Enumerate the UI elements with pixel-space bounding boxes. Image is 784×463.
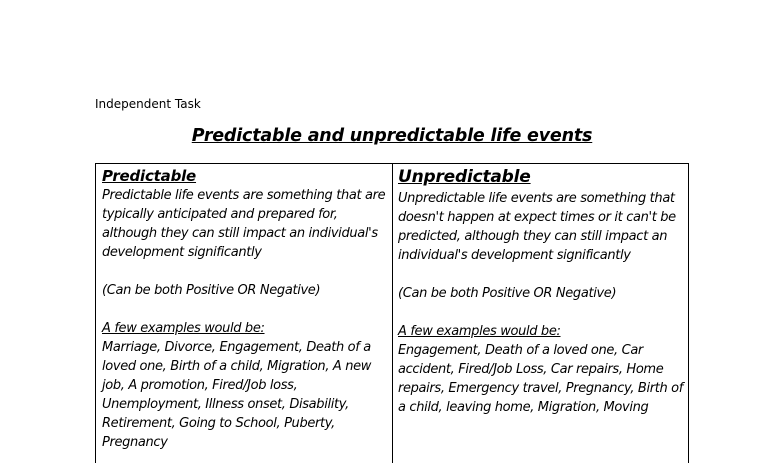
unpredictable-note: (Can be both Positive OR Negative) (398, 286, 617, 301)
header-label: Independent Task (95, 97, 201, 111)
unpredictable-examples-label: A few examples would be: (398, 324, 561, 339)
document-title: Predictable and unpredictable life events (191, 126, 593, 146)
unpredictable-heading: Unpredictable (398, 167, 531, 187)
predictable-examples-label: A few examples would be: (102, 321, 265, 336)
predictable-examples: Marriage, Divorce, Engagement, Death of a loved one, Birth of a child, Migration, A new job, A promotion, Fired/Job loss, Unemployment, Illness onset, Disability, Retirement, Going to School, Puberty, Pregnancy (102, 340, 372, 450)
predictable-column (102, 166, 388, 452)
predictable-heading: Predictable (102, 167, 197, 185)
unpredictable-description: Unpredictable life events are something that doesn't happen at expect times or it can't be predicted, although they can still impact an individual's development significantly (398, 191, 676, 263)
events-table (95, 163, 689, 463)
unpredictable-examples: Engagement, Death of a loved one, Car accident, Fired/Job Loss, Car repairs, Home repairs, Emergency travel, Pregnancy, Birth of a child, leaving home, Migration, Moving (398, 343, 683, 415)
unpredictable-column (398, 166, 688, 417)
column-divider (392, 164, 393, 463)
predictable-note: (Can be both Positive OR Negative) (102, 283, 321, 298)
predictable-description: Predictable life events are something that are typically anticipated and prepared for, although they can still impact an individual's development significantly (102, 188, 386, 260)
